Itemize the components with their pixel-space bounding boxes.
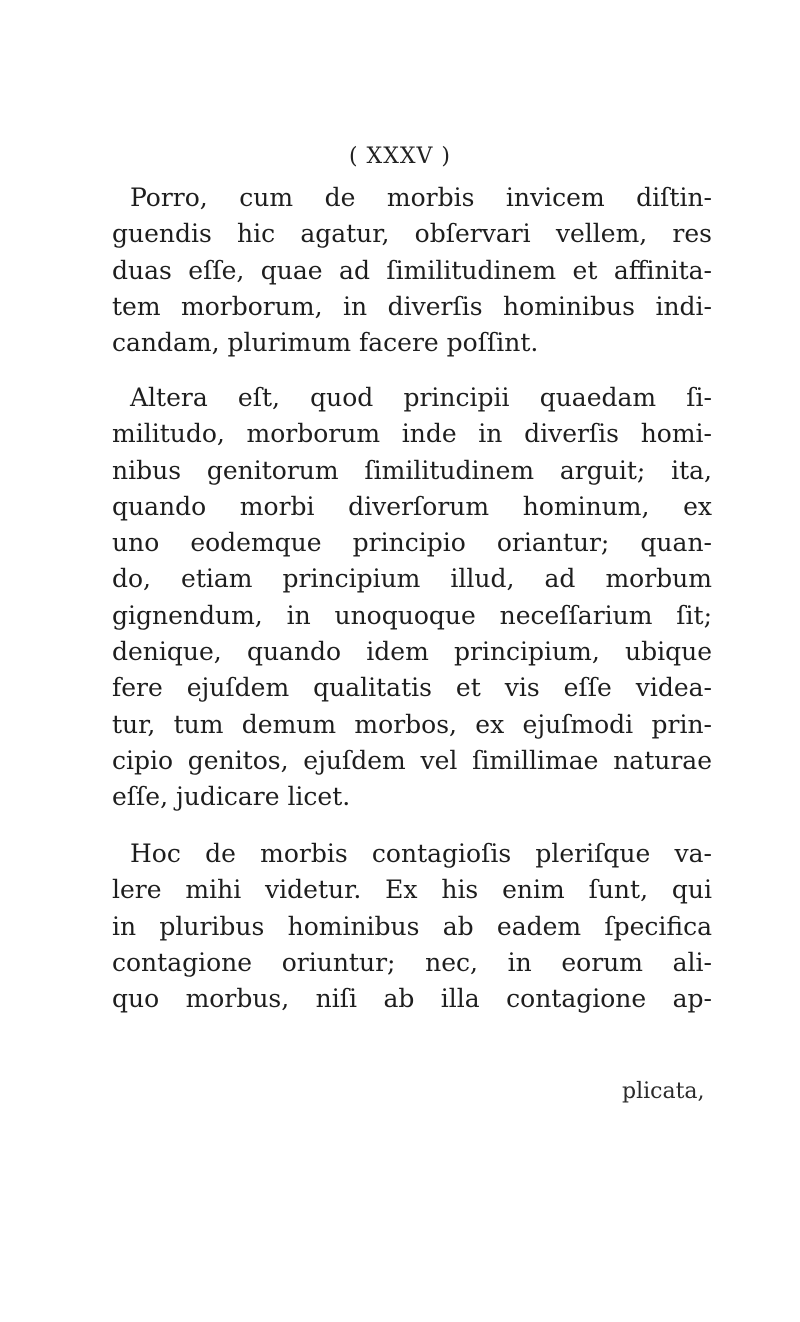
text-line: duas eſſe, quae ad ſimilitudinem et affinita- — [112, 255, 712, 285]
catchword: plicata, — [622, 1079, 705, 1104]
text-line: quando morbi diverſorum hominum, ex — [112, 491, 712, 521]
text-line: gignendum, in unoquoque neceſſarium ſit; — [112, 600, 712, 630]
text-line: do, etiam principium illud, ad morbum — [112, 564, 712, 594]
text-line: lere mihi videtur. Ex his enim ſunt, qui — [112, 875, 712, 905]
text-line: contagione oriuntur; nec, in eorum ali- — [112, 947, 712, 977]
text-line: tem morborum, in diverſis hominibus indi- — [112, 291, 712, 321]
paragraph-2 — [112, 380, 712, 816]
text-line: nibus genitorum ſimilitudinem arguit; ita, — [112, 455, 712, 485]
text-line: cipio genitos, ejuſdem vel ſimillimae naturae — [112, 745, 712, 775]
text-line: eſſe, judicare licet. — [112, 782, 351, 812]
text-line: in pluribus hominibus ab eadem ſpecifica — [112, 911, 712, 941]
text-line: Hoc de morbis contagioſis pleriſque va- — [130, 839, 712, 868]
text-line: fere ejuſdem qualitatis et vis eſſe videa- — [112, 673, 712, 703]
text-line: quo morbus, niſi ab illa contagione ap- — [112, 984, 712, 1014]
text-line: Porro, cum de morbis invicem diſtin- — [130, 183, 712, 212]
text-line: candam, plurimum facere poſſint. — [112, 328, 539, 358]
paragraph-1 — [112, 180, 712, 361]
paragraph-3 — [112, 836, 712, 1017]
text-line: uno eodemque principio oriantur; quan- — [112, 528, 712, 558]
text-line: tur, tum demum morbos, ex ejuſmodi prin- — [112, 709, 712, 739]
text-line: militudo, morborum inde in diverſis homi- — [112, 419, 712, 449]
text-line: denique, quando idem principium, ubique — [112, 637, 712, 667]
text-line: guendis hic agatur, obſervari vellem, res — [112, 219, 712, 249]
page-number-header: ( XXXV ) — [348, 144, 452, 169]
text-line: Altera eſt, quod principii quaedam ſi- — [130, 383, 712, 412]
